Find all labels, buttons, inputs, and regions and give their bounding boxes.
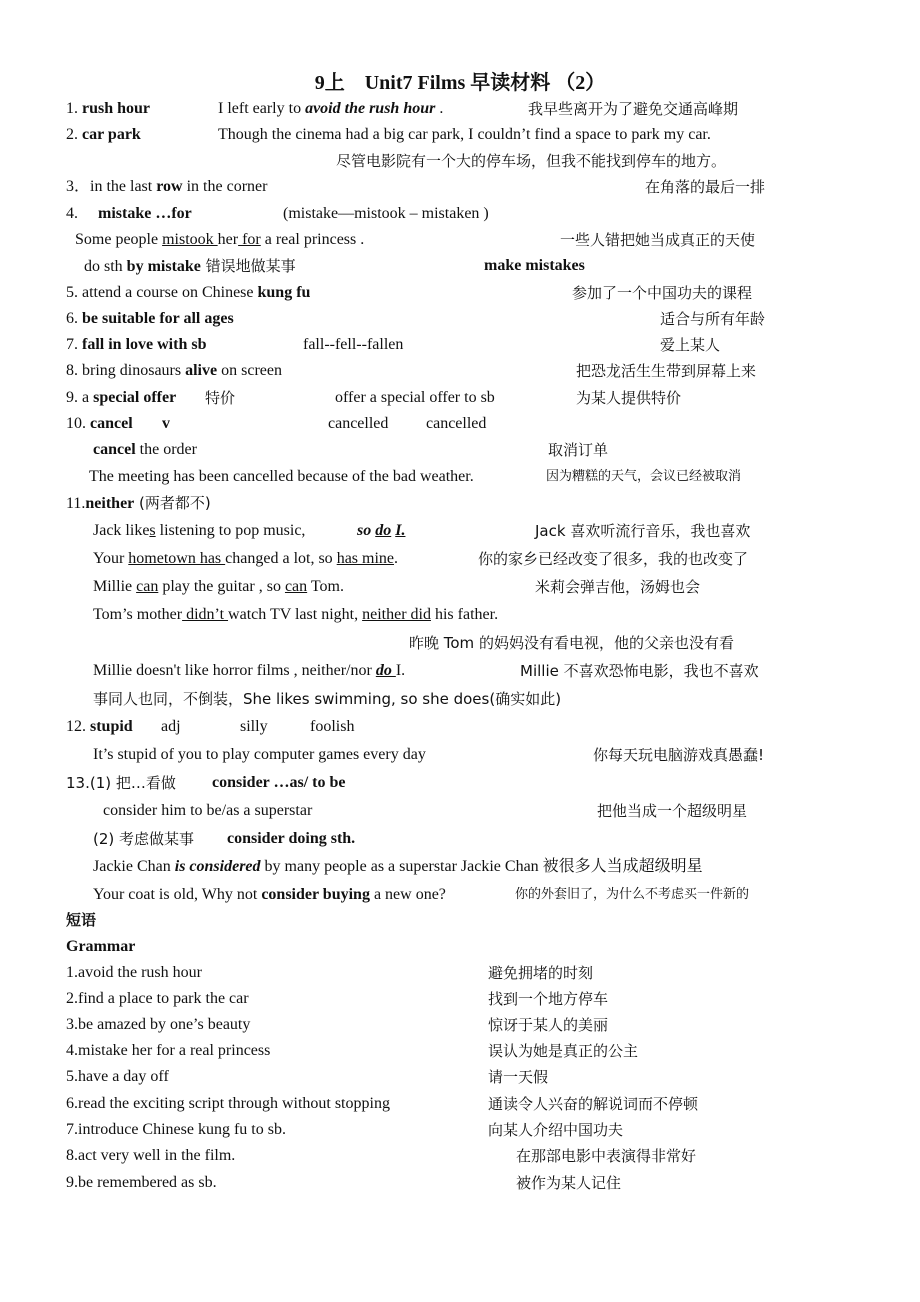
phrase-en: 2.find a place to park the car — [66, 990, 249, 1007]
section-grammar-heading: Grammar — [66, 938, 136, 955]
phrase-cn: 找到一个地方停车 — [488, 990, 609, 1008]
item-10-example-1: cancel the order — [93, 441, 197, 458]
item-2-example: Though the cinema had a big car park, I couldn’t find a space to park my car. — [218, 126, 711, 143]
item-11-sentence-1: Jack likes listening to pop music, — [93, 522, 306, 539]
item-11-sentence-4: Tom’s mother didn’t watch TV last night, neither did his father. — [93, 606, 499, 623]
section-phrases-heading: 短语 — [66, 911, 97, 929]
item-9: 9. a special offer — [66, 389, 177, 406]
item-13-example-1-cn: 把他当成一个超级明星 — [597, 802, 748, 820]
item-1-example: I left early to avoid the rush hour . — [218, 100, 444, 117]
item-10-form-2: cancelled — [426, 415, 487, 432]
page-title: 9上 Unit7 Films 早读材料 （2） — [314, 72, 606, 94]
item-13-term: consider …as/ to be — [212, 774, 346, 791]
item-5: 5. attend a course on Chinese kung fu — [66, 284, 311, 301]
phrase-cn: 请一天假 — [488, 1068, 549, 1086]
item-3: 3．in the last row in the corner — [66, 178, 268, 195]
item-13-example-3: Your coat is old, Why not consider buying a new one? — [93, 886, 446, 903]
item-1: 1. rush hour — [66, 100, 151, 117]
item-8-translation: 把恐龙活生生带到屏幕上来 — [576, 362, 757, 380]
item-4-phrase-2: make mistakes — [484, 257, 585, 274]
item-11-note: 事同人也同，不倒装，She likes swimming, so she does(确实如此) — [93, 690, 562, 708]
item-11-sentence-1-answer: so do I. — [357, 522, 406, 539]
item-4-phrase: do sth by mistake 错误地做某事 — [84, 257, 296, 275]
phrase-en: 9.be remembered as sb. — [66, 1174, 217, 1191]
item-2-translation: 尽管电影院有一个大的停车场，但我不能找到停车的地方。 — [336, 152, 727, 170]
item-5-translation: 参加了一个中国功夫的课程 — [572, 284, 753, 302]
item-3-translation: 在角落的最后一排 — [645, 178, 766, 196]
phrase-cn: 通读令人兴奋的解说词而不停顿 — [488, 1095, 699, 1113]
item-9-phrase: offer a special offer to sb — [335, 389, 495, 406]
phrase-en: 1.avoid the rush hour — [66, 964, 202, 981]
phrase-en: 3.be amazed by one’s beauty — [66, 1016, 251, 1033]
item-6: 6. be suitable for all ages — [66, 310, 234, 327]
item-10-form-1: cancelled — [328, 415, 389, 432]
phrase-en: 6.read the exciting script through without stopping — [66, 1095, 390, 1112]
item-11-sentence-5: Millie doesn't like horror films , neither/nor do I. — [93, 662, 406, 679]
item-13-example-3-cn: 你的外套旧了，为什么不考虑买一件新的 — [515, 887, 750, 902]
item-7-translation: 爱上某人 — [660, 336, 721, 354]
phrase-cn: 在那部电影中表演得非常好 — [516, 1147, 697, 1165]
item-4-term: mistake …for — [98, 205, 192, 222]
item-8: 8. bring dinosaurs alive on screen — [66, 362, 282, 379]
item-6-translation: 适合与所有年龄 — [660, 310, 766, 328]
item-12-synonym-1: silly — [240, 718, 268, 735]
item-11-sentence-3-cn: 米莉会弹吉他，汤姆也会 — [535, 578, 701, 596]
item-4-translation: 一些人错把她当成真正的天使 — [560, 231, 756, 249]
item-9-translation: 为某人提供特价 — [576, 389, 682, 407]
item-12: 12. stupid — [66, 718, 133, 735]
phrase-en: 5.have a day off — [66, 1068, 169, 1085]
item-11-sentence-1-cn: Jack 喜欢听流行音乐，我也喜欢 — [535, 522, 751, 540]
phrase-cn: 误认为她是真正的公主 — [488, 1042, 639, 1060]
phrase-en: 8.act very well in the film. — [66, 1147, 236, 1164]
item-10-example-2: The meeting has been cancelled because of the bad weather. — [89, 468, 474, 485]
item-11-sentence-3: Millie can play the guitar , so can Tom. — [93, 578, 344, 595]
item-1-translation: 我早些离开为了避免交通高峰期 — [528, 100, 739, 118]
item-7-forms: fall--fell--fallen — [303, 336, 404, 353]
item-4-example: Some people mistook her for a real princess . — [75, 231, 365, 248]
item-13-part-2-term: consider doing sth. — [227, 830, 356, 847]
phrase-cn: 惊讶于某人的美丽 — [488, 1016, 609, 1034]
item-10-example-1-cn: 取消订单 — [548, 441, 609, 459]
item-11-sentence-2: Your hometown has changed a lot, so has mine. — [93, 550, 399, 567]
item-2: 2. car park — [66, 126, 141, 143]
item-9-cn: 特价 — [205, 389, 236, 407]
item-4-forms: (mistake—mistook – mistaken ) — [283, 205, 489, 222]
item-7: 7. fall in love with sb — [66, 336, 207, 353]
phrase-cn: 向某人介绍中国功夫 — [488, 1121, 624, 1139]
phrase-en: 4.mistake her for a real princess — [66, 1042, 271, 1059]
phrase-cn: 避免拥堵的时刻 — [488, 964, 594, 982]
item-11-sentence-2-cn: 你的家乡已经改变了很多，我的也改变了 — [478, 550, 749, 568]
item-13-example-1: consider him to be/as a superstar — [103, 802, 313, 819]
item-11-sentence-5-cn: Millie 不喜欢恐怖电影，我也不喜欢 — [520, 662, 759, 680]
item-11: 11.neither (两者都不) — [66, 494, 211, 512]
item-12-pos: adj — [161, 718, 181, 735]
item-11-sentence-4-cn: 昨晚 Tom 的妈妈没有看电视，他的父亲也没有看 — [409, 634, 734, 652]
phrase-cn: 被作为某人记住 — [516, 1174, 622, 1192]
item-10: 10. cancel — [66, 415, 133, 432]
item-10-pos: v — [162, 415, 170, 432]
item-4: 4. — [66, 205, 78, 222]
item-13-example-2: Jackie Chan is considered by many people as a superstar Jackie Chan 被很多人当成超级明星 — [93, 858, 703, 875]
item-12-example: It’s stupid of you to play computer games every day — [93, 746, 426, 763]
item-12-synonym-2: foolish — [310, 718, 355, 735]
phrase-en: 7.introduce Chinese kung fu to sb. — [66, 1121, 286, 1138]
item-13: 13.(1) 把…看做 — [66, 774, 176, 792]
item-12-translation: 你每天玩电脑游戏真愚蠢! — [593, 746, 765, 764]
item-10-example-2-cn: 因为糟糕的天气，会议已经被取消 — [546, 469, 742, 484]
item-13-part-2: (2) 考虑做某事 — [93, 830, 195, 848]
